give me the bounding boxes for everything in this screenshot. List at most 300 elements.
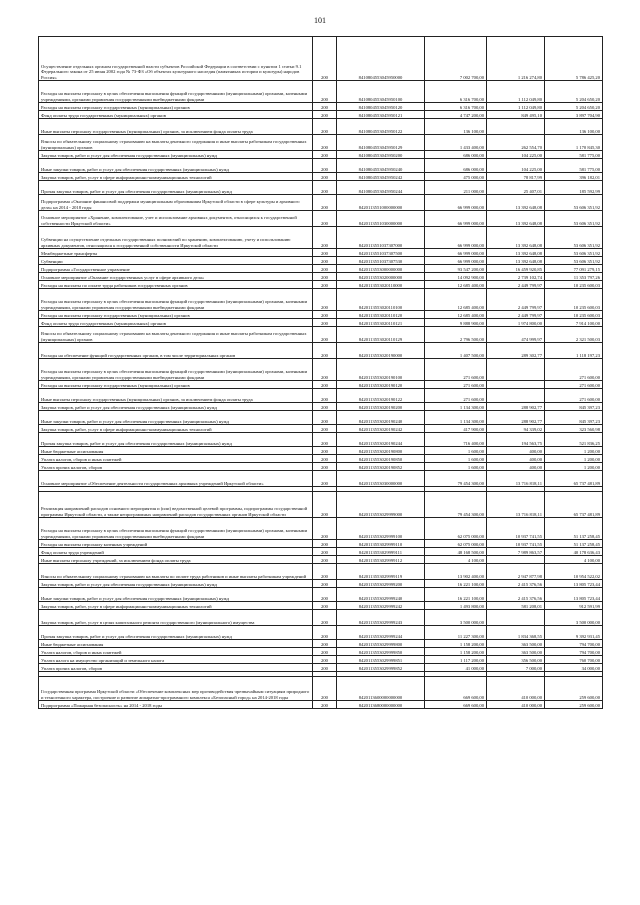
table-row <box>39 227 603 249</box>
table-row <box>39 119 603 135</box>
row-amount-approved: 6 316 700,00 <box>425 81 487 103</box>
row-classification-code: 8420113553020190120 <box>337 381 425 389</box>
row-amount-executed <box>487 389 545 403</box>
row-code-column: 200 <box>313 556 337 564</box>
row-description: Иные закупки товаров, работ и услуг для обеспечения государственных (муниципальных) нужд <box>39 159 313 173</box>
row-code-column: 200 <box>313 37 337 81</box>
row-amount-approved: 12 685 400,00 <box>425 311 487 319</box>
row-classification-code: 8410804553045950242 <box>337 173 425 181</box>
row-amount-executed: 7 000,00 <box>487 664 545 672</box>
row-amount-remaining: 7 914 100,00 <box>545 319 603 327</box>
table-row <box>39 602 603 610</box>
table-row <box>39 343 603 359</box>
row-amount-remaining: 396 182,01 <box>545 173 603 181</box>
row-amount-approved: 13 902 400,00 <box>425 564 487 580</box>
table-row <box>39 463 603 471</box>
row-amount-remaining: 51 137 258,45 <box>545 540 603 548</box>
table-row <box>39 648 603 656</box>
row-amount-executed: 13 716 818,11 <box>487 471 545 487</box>
row-description: Закупка товаров, работ и услуг для обеспечения государственных (муниципальных) нужд <box>39 403 313 411</box>
table-row <box>39 135 603 151</box>
row-classification-code: 8420113551037307000 <box>337 227 425 249</box>
row-amount-approved: 686 000,00 <box>425 159 487 173</box>
row-amount-approved: 7 002 700,00 <box>425 37 487 81</box>
row-classification-code: 8420113553020110000 <box>337 281 425 289</box>
row-description: Подпрограмма «Оказание финансовой поддержки муниципальным образованиям Иркутской области в сфере культуры и архивного дела» на 2014 - 2018 годы <box>39 195 313 211</box>
table-row <box>39 447 603 455</box>
row-classification-code: 8420113600000000000 <box>337 677 425 701</box>
row-amount-executed: 13 392 648,08 <box>487 257 545 265</box>
row-classification-code: 8420113553030000000 <box>337 471 425 487</box>
row-amount-remaining: 136 100,00 <box>545 119 603 135</box>
row-code-column: 200 <box>313 610 337 626</box>
row-amount-remaining: 323 560,98 <box>545 425 603 433</box>
row-code-column: 200 <box>313 389 337 403</box>
row-amount-remaining: 10 235 600,03 <box>545 281 603 289</box>
row-amount-approved: 1 407 500,00 <box>425 343 487 359</box>
row-amount-executed: 474 999,97 <box>487 327 545 343</box>
row-description: Фонд оплаты труда учреждений <box>39 548 313 556</box>
row-code-column: 200 <box>313 173 337 181</box>
row-amount-executed: 194 563,75 <box>487 433 545 447</box>
row-code-column: 200 <box>313 540 337 548</box>
row-classification-code: 8420113553020110100 <box>337 289 425 311</box>
row-amount-approved: 48 168 500,00 <box>425 548 487 556</box>
row-amount-remaining: 5 786 425,20 <box>545 37 603 81</box>
row-classification-code: 8410804553045950240 <box>337 159 425 173</box>
row-classification-code: 8410804553045950120 <box>337 103 425 111</box>
row-amount-remaining: 521 836,25 <box>545 433 603 447</box>
row-amount-approved: 79 454 300,00 <box>425 492 487 518</box>
row-code-column: 200 <box>313 211 337 227</box>
row-code-column: 200 <box>313 273 337 281</box>
row-code-column: 200 <box>313 151 337 159</box>
row-classification-code: 8420113553020190000 <box>337 343 425 359</box>
row-amount-approved: 669 600,00 <box>425 701 487 709</box>
row-description: Уплата налога на имущество организаций и земельного налога <box>39 656 313 664</box>
row-code-column: 200 <box>313 319 337 327</box>
row-description: Расходы на выплаты персоналу государственных (муниципальных) органов <box>39 311 313 319</box>
table-row <box>39 103 603 111</box>
row-amount-executed <box>487 610 545 626</box>
row-classification-code: 8420113553020110121 <box>337 319 425 327</box>
row-classification-code: 8420113553029999111 <box>337 548 425 556</box>
row-amount-executed: 2 449 799,97 <box>487 289 545 311</box>
row-amount-approved: 62 075 000,00 <box>425 540 487 548</box>
row-amount-executed: 2 739 102,74 <box>487 273 545 281</box>
row-amount-remaining: 53 606 351,92 <box>545 227 603 249</box>
row-amount-approved: 475 000,00 <box>425 173 487 181</box>
table-row <box>39 265 603 273</box>
row-amount-remaining: 1 200,00 <box>545 447 603 455</box>
row-classification-code: 8410804553045950100 <box>337 81 425 103</box>
row-amount-remaining: 13 805 723,44 <box>545 588 603 602</box>
row-amount-executed: 78 817,99 <box>487 173 545 181</box>
table-row <box>39 664 603 672</box>
row-code-column: 200 <box>313 588 337 602</box>
row-amount-remaining: 912 591,99 <box>545 602 603 610</box>
row-amount-remaining: 11 353 797,26 <box>545 273 603 281</box>
row-amount-approved: 1 158 200,00 <box>425 648 487 656</box>
row-amount-executed: 7 989 863,57 <box>487 548 545 556</box>
row-amount-approved: 1 158 200,00 <box>425 640 487 648</box>
row-description: Расходы на выплаты персоналу в целях обеспечения выполнения функций государственными (муниципальными) органами, казенными учреждениями, органами управления государственными внебюджетными фондами <box>39 81 313 103</box>
row-description: Закупка товаров, работ и услуг для обеспечения государственных (муниципальных) нужд <box>39 151 313 159</box>
table-row <box>39 257 603 265</box>
row-amount-executed: 13 392 648,08 <box>487 227 545 249</box>
row-amount-approved: 417 900,00 <box>425 425 487 433</box>
row-amount-approved: 16 221 100,00 <box>425 580 487 588</box>
row-description: Фонд оплаты труда государственных (муниципальных) органов <box>39 111 313 119</box>
row-description: Иные бюджетные ассигнования <box>39 640 313 648</box>
row-amount-remaining: 1 170 845,30 <box>545 135 603 151</box>
table-row <box>39 311 603 319</box>
row-description: Основное мероприятие «Обеспечение деятельности государственных архивных учреждений Иркутской области» <box>39 471 313 487</box>
row-amount-approved: 66 999 000,00 <box>425 195 487 211</box>
row-code-column: 200 <box>313 471 337 487</box>
row-code-column: 200 <box>313 411 337 425</box>
row-amount-approved: 4 747 200,00 <box>425 111 487 119</box>
row-description: Субвенции на осуществление отдельных государственных полномочий по хранению, комплектованию, учету и использованию архивных документов, относящихся к государственной собственности Иркутской области <box>39 227 313 249</box>
row-description: Расходы на выплаты персоналу казенных учреждений <box>39 540 313 548</box>
row-amount-remaining: 271 600,00 <box>545 381 603 389</box>
row-classification-code: 8420113553020190800 <box>337 447 425 455</box>
table-row <box>39 564 603 580</box>
row-amount-remaining: 845 397,23 <box>545 411 603 425</box>
row-amount-executed: 410 000,00 <box>487 677 545 701</box>
row-amount-executed: 2 415 376,56 <box>487 580 545 588</box>
row-code-column: 200 <box>313 463 337 471</box>
row-classification-code: 8420113553020110120 <box>337 311 425 319</box>
row-code-column: 200 <box>313 425 337 433</box>
row-description: Прочая закупка товаров, работ и услуг для обеспечения государственных (муниципальных) нужд <box>39 433 313 447</box>
table-row <box>39 359 603 381</box>
row-amount-remaining: 10 235 600,03 <box>545 311 603 319</box>
row-classification-code: 8420113553029999112 <box>337 556 425 564</box>
row-description: Межбюджетные трансферты <box>39 249 313 257</box>
row-amount-approved: 211 000,00 <box>425 181 487 195</box>
row-amount-executed: 13 392 648,08 <box>487 195 545 211</box>
row-classification-code: 8410804553045950000 <box>337 37 425 81</box>
row-description: Расходы на выплаты персоналу государственных (муниципальных) органов <box>39 381 313 389</box>
row-amount-executed: 262 554,70 <box>487 135 545 151</box>
row-amount-approved: 1 117 200,00 <box>425 656 487 664</box>
table-row <box>39 677 603 701</box>
row-amount-approved: 1 600,00 <box>425 463 487 471</box>
table-row <box>39 37 603 81</box>
row-description: Прочая закупка товаров, работ и услуг для обеспечения государственных (муниципальных) нужд <box>39 181 313 195</box>
row-code-column: 200 <box>313 227 337 249</box>
row-amount-remaining: 9 392 931,45 <box>545 626 603 640</box>
table-row <box>39 319 603 327</box>
row-amount-approved: 6 316 700,00 <box>425 103 487 111</box>
row-amount-executed: 13 392 648,08 <box>487 211 545 227</box>
row-amount-remaining: 13 805 723,44 <box>545 580 603 588</box>
row-amount-executed: 400,00 <box>487 447 545 455</box>
table-row <box>39 289 603 311</box>
row-amount-remaining: 53 606 351,92 <box>545 249 603 257</box>
row-classification-code: 8420113553029999100 <box>337 518 425 540</box>
row-description: Иные выплаты персоналу государственных (муниципальных) органов, за исключением фонда оплаты труда <box>39 119 313 135</box>
row-description: Подпрограмма «Пожарная безопасность» на 2014 - 2018 годы <box>39 701 313 709</box>
table-row <box>39 433 603 447</box>
row-classification-code: 8420113553000000000 <box>337 265 425 273</box>
row-description: Расходы на выплаты персоналу в целях обеспечения выполнения функций государственными (муниципальными) органами, казенными учреждениями, органами управления государственными внебюджетными фондами <box>39 289 313 311</box>
row-amount-executed <box>487 381 545 389</box>
row-amount-executed: 1 112 049,80 <box>487 103 545 111</box>
row-classification-code: 8420113553029999119 <box>337 564 425 580</box>
row-code-column: 200 <box>313 195 337 211</box>
row-code-column: 200 <box>313 403 337 411</box>
row-classification-code: 8420113553029999240 <box>337 588 425 602</box>
row-description: Закупка товаров, работ, услуг в целях капитального ремонта государственного (муниципального) имущества <box>39 610 313 626</box>
row-amount-approved: 716 400,00 <box>425 433 487 447</box>
row-classification-code: 8420113553029999800 <box>337 640 425 648</box>
row-description: Закупка товаров, работ и услуг для обеспечения государственных (муниципальных) нужд <box>39 580 313 588</box>
row-amount-remaining: 1 200,00 <box>545 455 603 463</box>
row-amount-remaining: 185 592,99 <box>545 181 603 195</box>
row-code-column: 200 <box>313 343 337 359</box>
row-code-column: 200 <box>313 580 337 588</box>
row-amount-remaining: 65 737 481,89 <box>545 492 603 518</box>
row-classification-code: 8410804553045950200 <box>337 151 425 159</box>
row-classification-code: 8420113553029999242 <box>337 602 425 610</box>
row-amount-approved: 66 999 000,00 <box>425 249 487 257</box>
row-code-column: 200 <box>313 281 337 289</box>
row-amount-remaining: 794 700,00 <box>545 648 603 656</box>
row-description: Иные закупки товаров, работ и услуг для обеспечения государственных (муниципальных) нужд <box>39 411 313 425</box>
row-code-column: 200 <box>313 447 337 455</box>
row-description: Уплата прочих налогов, сборов <box>39 664 313 672</box>
row-description: Уплата налогов, сборов и иных платежей <box>39 455 313 463</box>
table-row <box>39 327 603 343</box>
row-amount-remaining: 10 235 600,03 <box>545 289 603 311</box>
row-amount-executed: 2 947 877,98 <box>487 564 545 580</box>
row-description: Иные выплаты персоналу учреждений, за исключением фонда оплаты труда <box>39 556 313 564</box>
table-row <box>39 610 603 626</box>
row-description: Расходы на выплаты по оплате труда работников государственных органов <box>39 281 313 289</box>
row-classification-code: 8420113553020190240 <box>337 411 425 425</box>
row-amount-executed: 1 112 049,80 <box>487 81 545 103</box>
row-amount-approved: 4 100,00 <box>425 556 487 564</box>
table-row <box>39 181 603 195</box>
table-row <box>39 580 603 588</box>
row-code-column: 200 <box>313 135 337 151</box>
row-amount-approved: 62 075 000,00 <box>425 518 487 540</box>
row-amount-remaining: 3 500 000,00 <box>545 610 603 626</box>
budget-table-body <box>39 37 603 709</box>
table-row <box>39 173 603 181</box>
row-classification-code: 8410804553045950121 <box>337 111 425 119</box>
row-amount-executed: 410 000,00 <box>487 701 545 709</box>
table-row <box>39 656 603 664</box>
row-classification-code: 8420113553020190244 <box>337 433 425 447</box>
row-code-column: 200 <box>313 677 337 701</box>
row-code-column: 200 <box>313 626 337 640</box>
row-description: Закупка товаров, работ, услуг в сфере информационно-коммуникационных технологий <box>39 425 313 433</box>
row-amount-executed: 849 495,10 <box>487 111 545 119</box>
row-description: Реализация направлений расходов основного мероприятия и (или) ведомственной целевой программы, подпрограммы государственной программы Иркутской области, а также непрограммных направлений расходов государственных органов Иркутской области <box>39 492 313 518</box>
row-description: Подпрограмма «Государственное управление <box>39 265 313 273</box>
row-classification-code: 8410804553045950122 <box>337 119 425 135</box>
row-amount-approved: 12 685 400,00 <box>425 281 487 289</box>
row-amount-executed: 104 225,00 <box>487 159 545 173</box>
row-amount-executed: 400,00 <box>487 455 545 463</box>
page-number: 101 <box>314 16 326 25</box>
table-row <box>39 518 603 540</box>
row-description: Государственная программа Иркутской области «Обеспечение комплексных мер противодействия чрезвычайным ситуациям природного и техногенного характера, построение и развитие аппаратно-программного комплекса «Безопасный город» на 2014-2018 годы <box>39 677 313 701</box>
row-classification-code: 8420113553020190852 <box>337 463 425 471</box>
row-amount-remaining: 5 204 650,20 <box>545 103 603 111</box>
table-row <box>39 151 603 159</box>
row-code-column: 200 <box>313 289 337 311</box>
row-description: Взносы по обязательному социальному страхованию на выплаты денежного содержания и иные выплаты работникам государственных (муниципальных) органов <box>39 135 313 151</box>
row-classification-code: 8420113553020190100 <box>337 359 425 381</box>
row-amount-approved: 2 796 500,00 <box>425 327 487 343</box>
row-classification-code: 8420113553029999850 <box>337 648 425 656</box>
budget-table <box>38 36 603 709</box>
row-amount-approved: 66 999 000,00 <box>425 211 487 227</box>
table-row <box>39 389 603 403</box>
row-amount-approved: 12 685 400,00 <box>425 289 487 311</box>
row-amount-approved: 66 999 000,00 <box>425 227 487 249</box>
row-description: Прочая закупка товаров, работ и услуг для обеспечения государственных (муниципальных) нужд <box>39 626 313 640</box>
table-row <box>39 403 603 411</box>
row-classification-code: 8420113553020190850 <box>337 455 425 463</box>
table-row <box>39 159 603 173</box>
table-row <box>39 626 603 640</box>
row-code-column: 200 <box>313 159 337 173</box>
row-amount-remaining: 581 775,00 <box>545 151 603 159</box>
row-classification-code: 8420113553020190200 <box>337 403 425 411</box>
row-classification-code: 8420113553029999243 <box>337 610 425 626</box>
row-amount-executed: 10 937 741,55 <box>487 518 545 540</box>
row-classification-code: 8420113553020190242 <box>337 425 425 433</box>
table-row <box>39 425 603 433</box>
row-amount-executed: 288 902,77 <box>487 411 545 425</box>
table-row <box>39 455 603 463</box>
table-row <box>39 640 603 648</box>
row-code-column: 200 <box>313 119 337 135</box>
row-amount-executed: 13 716 818,11 <box>487 492 545 518</box>
row-amount-approved: 1 134 300,00 <box>425 411 487 425</box>
row-amount-approved: 136 100,00 <box>425 119 487 135</box>
row-description: Основное мероприятие «Хранение, комплектование, учет и использование архивных документов, относящихся к государственной собственности Иркутской области» <box>39 211 313 227</box>
row-amount-approved: 66 999 000,00 <box>425 257 487 265</box>
row-amount-remaining: 53 606 351,92 <box>545 195 603 211</box>
row-amount-remaining: 845 397,23 <box>545 403 603 411</box>
row-amount-approved: 1 134 300,00 <box>425 403 487 411</box>
row-amount-executed: 356 500,00 <box>487 656 545 664</box>
row-amount-executed: 2 415 376,56 <box>487 588 545 602</box>
row-description: Иные выплаты персоналу государственных (муниципальных) органов, за исключением фонда оплаты труда <box>39 389 313 403</box>
row-amount-approved: 3 500 000,00 <box>425 610 487 626</box>
row-code-column: 200 <box>313 103 337 111</box>
table-row <box>39 471 603 487</box>
table-row <box>39 81 603 103</box>
row-amount-remaining: 1 200,00 <box>545 463 603 471</box>
row-description: Взносы по обязательному социальному страхованию на выплаты денежного содержания и иные выплаты работникам государственных (муниципальных) органов <box>39 327 313 343</box>
table-row <box>39 556 603 564</box>
row-amount-remaining: 10 954 522,02 <box>545 564 603 580</box>
row-amount-executed: 581 208,01 <box>487 602 545 610</box>
row-description: Расходы на выплаты персоналу в целях обеспечения выполнения функций государственными (муниципальными) органами, казенными учреждениями, органами управления государственными внебюджетными фондами <box>39 359 313 381</box>
row-amount-executed <box>487 556 545 564</box>
row-amount-approved: 271 600,00 <box>425 381 487 389</box>
table-row <box>39 211 603 227</box>
row-classification-code: 8410804553045950129 <box>337 135 425 151</box>
row-classification-code: 8420113553029999851 <box>337 656 425 664</box>
row-classification-code: 8420113553020000000 <box>337 273 425 281</box>
row-amount-executed: 94 339,02 <box>487 425 545 433</box>
row-amount-approved: 41 000,00 <box>425 664 487 672</box>
row-amount-remaining: 77 091 279,15 <box>545 265 603 273</box>
row-code-column: 200 <box>313 111 337 119</box>
row-code-column: 200 <box>313 359 337 381</box>
row-code-column: 200 <box>313 311 337 319</box>
row-amount-remaining: 271 600,00 <box>545 389 603 403</box>
row-amount-executed: 363 500,00 <box>487 648 545 656</box>
row-amount-remaining: 760 700,00 <box>545 656 603 664</box>
row-amount-approved: 669 600,00 <box>425 677 487 701</box>
row-amount-approved: 79 454 300,00 <box>425 471 487 487</box>
row-amount-executed: 1 834 368,55 <box>487 626 545 640</box>
row-amount-executed: 1 974 800,00 <box>487 319 545 327</box>
row-amount-remaining: 53 606 351,92 <box>545 257 603 265</box>
table-row <box>39 195 603 211</box>
row-amount-remaining: 1 118 197,23 <box>545 343 603 359</box>
row-description: Субвенции <box>39 257 313 265</box>
row-amount-executed: 2 449 799,97 <box>487 281 545 289</box>
row-classification-code: 8420113553029999200 <box>337 580 425 588</box>
row-amount-executed <box>487 119 545 135</box>
row-code-column: 200 <box>313 81 337 103</box>
row-classification-code: 8420113553020190122 <box>337 389 425 403</box>
row-amount-executed: 25 407,01 <box>487 181 545 195</box>
row-amount-remaining: 259 600,00 <box>545 701 603 709</box>
row-code-column: 200 <box>313 433 337 447</box>
row-amount-executed: 16 459 920,85 <box>487 265 545 273</box>
table-row <box>39 111 603 119</box>
table-row <box>39 411 603 425</box>
row-amount-executed: 13 392 648,08 <box>487 249 545 257</box>
row-code-column: 200 <box>313 548 337 556</box>
table-row <box>39 492 603 518</box>
row-amount-remaining: 53 606 351,92 <box>545 211 603 227</box>
table-row <box>39 249 603 257</box>
row-amount-approved: 1 600,00 <box>425 447 487 455</box>
row-code-column: 200 <box>313 249 337 257</box>
row-code-column: 200 <box>313 455 337 463</box>
row-code-column: 200 <box>313 656 337 664</box>
row-classification-code: 8420113553029999110 <box>337 540 425 548</box>
row-amount-approved: 271 600,00 <box>425 359 487 381</box>
table-row <box>39 540 603 548</box>
row-classification-code: 8420113553029999244 <box>337 626 425 640</box>
row-description: Фонд оплаты труда государственных (муниципальных) органов <box>39 319 313 327</box>
row-classification-code: 8420113551000000000 <box>337 195 425 211</box>
table-row <box>39 381 603 389</box>
row-description: Расходы на выплаты персоналу государственных (муниципальных) органов <box>39 103 313 111</box>
row-amount-approved: 93 547 200,00 <box>425 265 487 273</box>
row-description: Закупка товаров, работ, услуг в сфере информационно-коммуникационных технологий <box>39 173 313 181</box>
row-code-column: 200 <box>313 701 337 709</box>
row-description: Расходы на выплаты персоналу в целях обеспечения выполнения функций государственными (муниципальными) органами, казенными учреждениями, органами управления государственными внебюджетными фондами <box>39 518 313 540</box>
table-row <box>39 273 603 281</box>
row-description: Основное мероприятие «Оказание государственных услуг в сфере архивного дела» <box>39 273 313 281</box>
row-amount-remaining: 259 600,00 <box>545 677 603 701</box>
row-classification-code: 8420113553029999000 <box>337 492 425 518</box>
